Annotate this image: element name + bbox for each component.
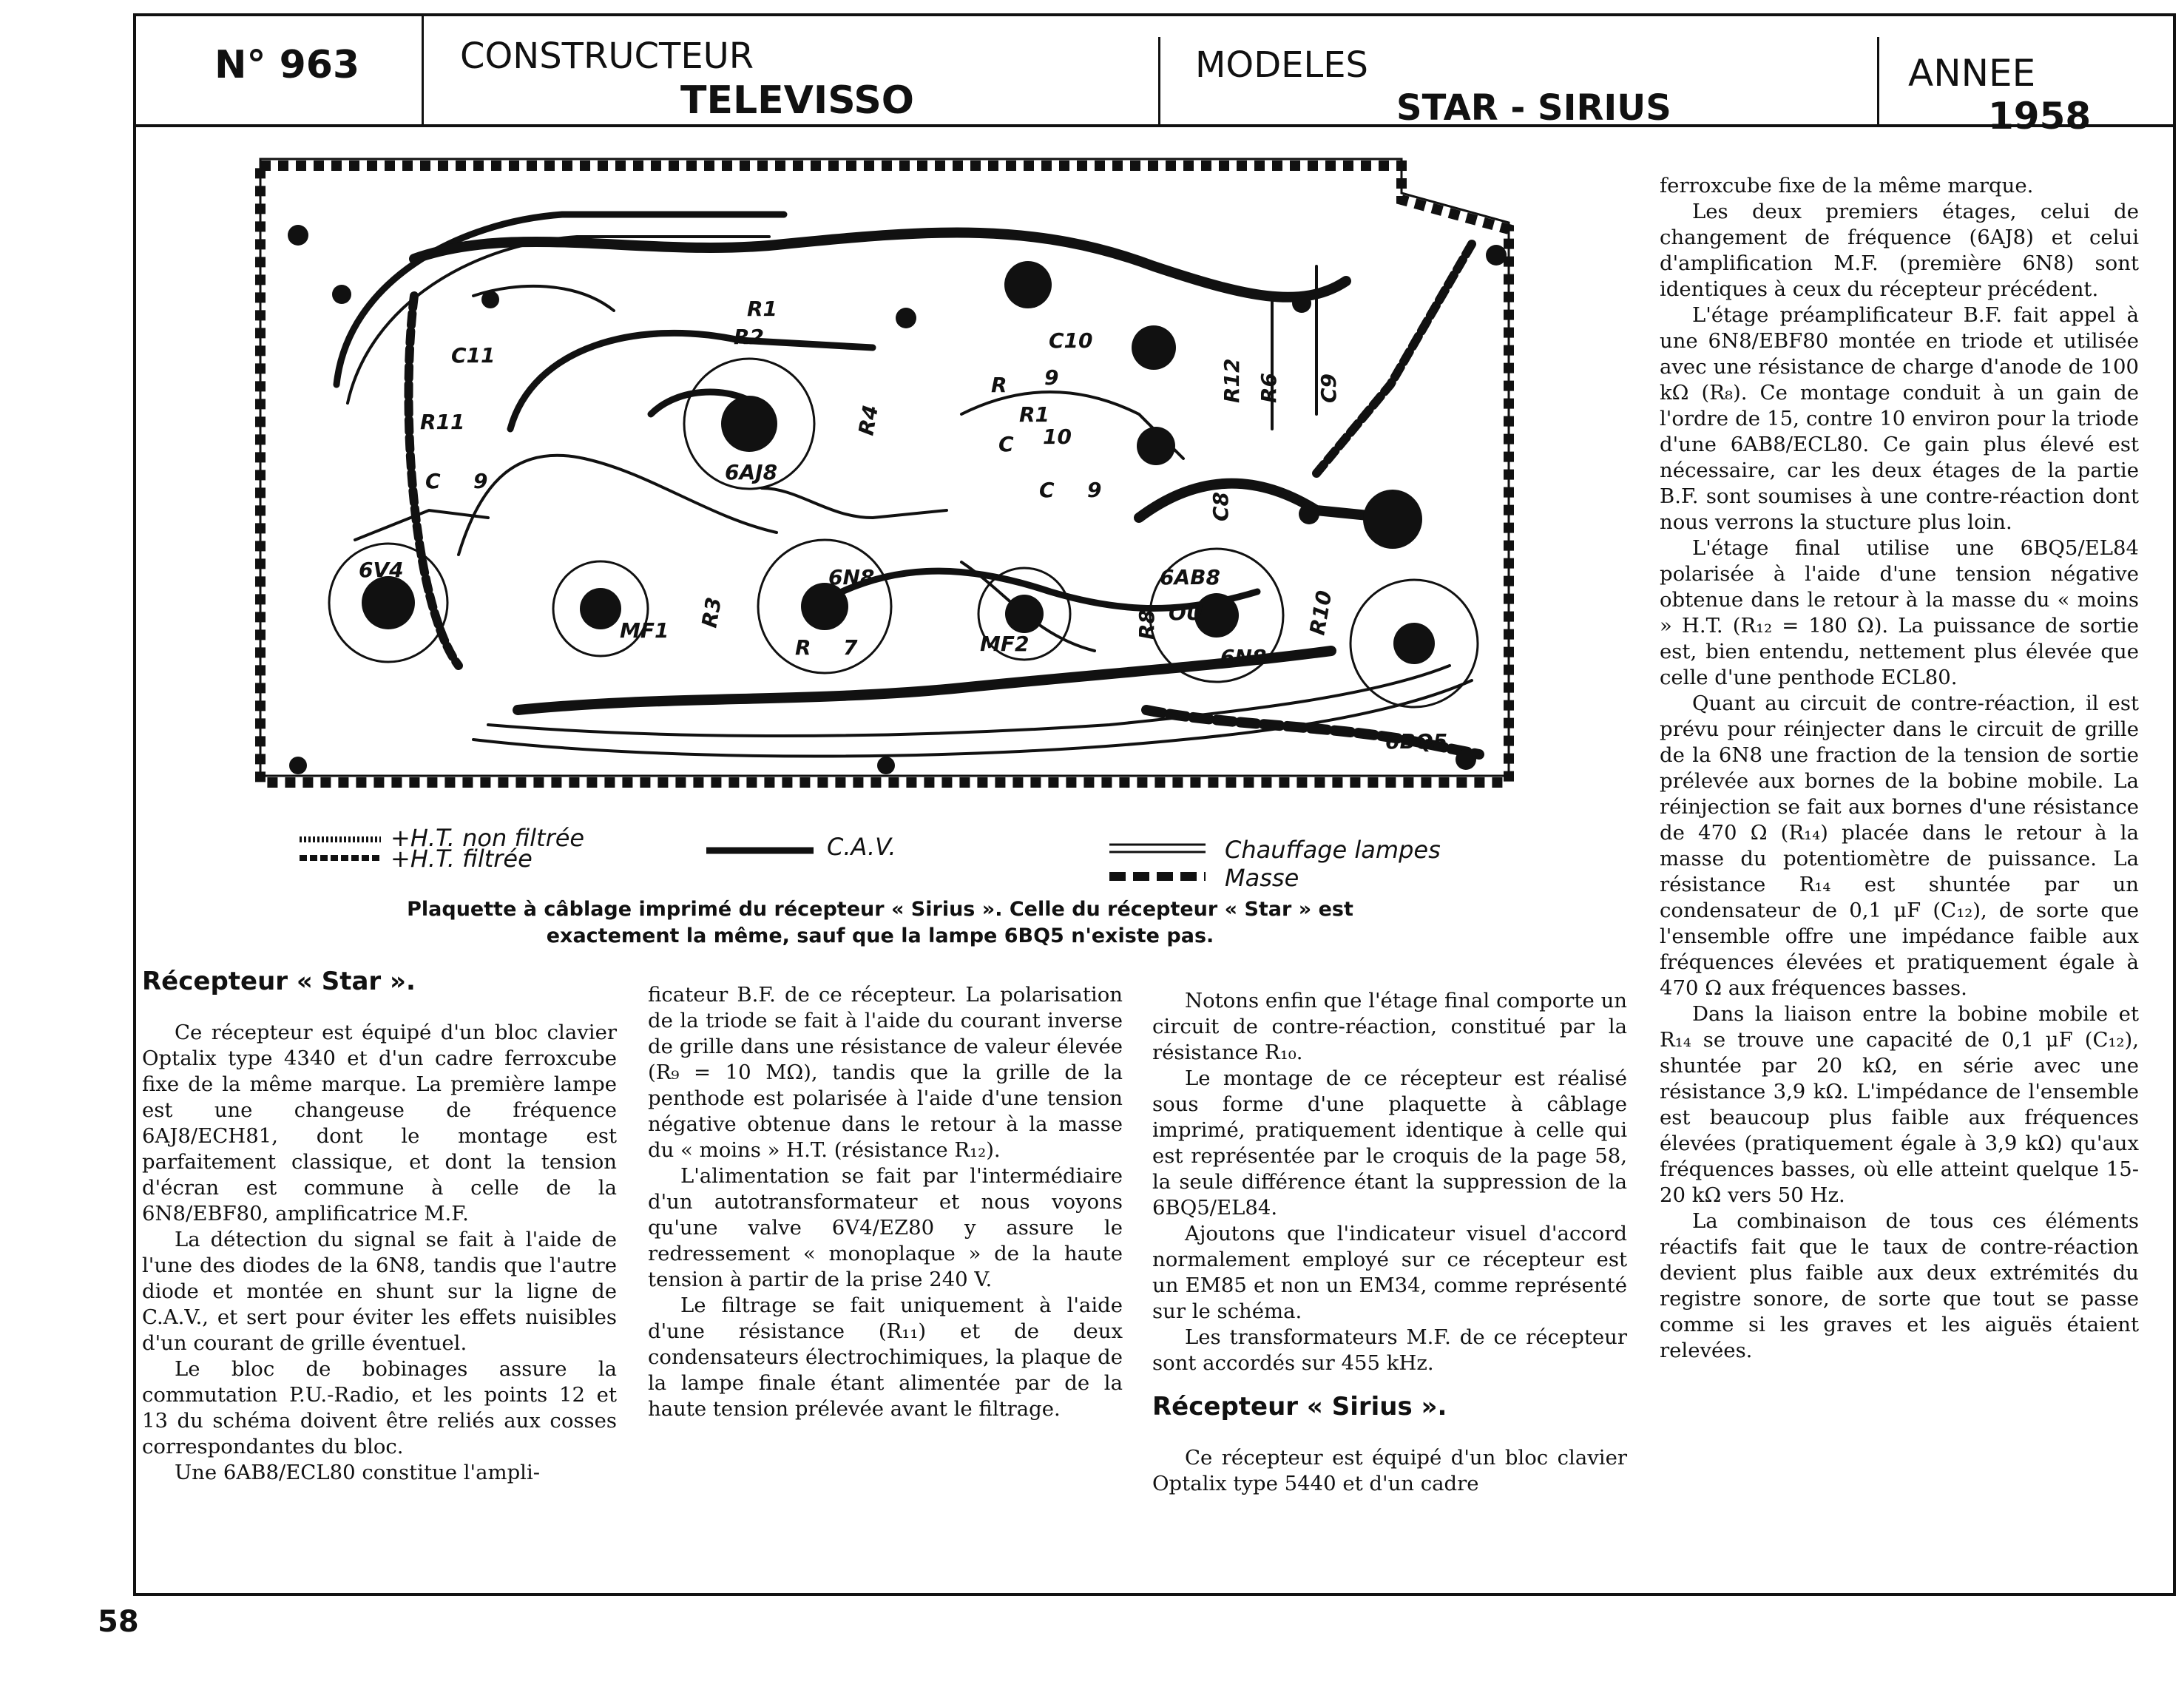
label-c-left: C — [425, 469, 441, 493]
label-r6: R6 — [1257, 372, 1281, 403]
constructor-label: CONSTRUCTEUR — [460, 36, 754, 77]
col2-paragraph-3: Le filtrage se fait uniquement à l'aide d'une résistance (R₁₁) et de deux condensateurs électrochimiques, la plaque de la lampe finale étant alimentée par de la haute tension prélevée avant le filtrage. — [648, 1294, 1123, 1421]
col3-paragraph-3: Ajoutons que l'indicateur visuel d'accord normalement employé sur ce récepteur est un EM85 et non un EM34, comme représenté sur le schéma. — [1152, 1222, 1627, 1323]
label-c11: C11 — [451, 343, 496, 368]
label-r3: R3 — [697, 595, 727, 630]
col2-paragraph-2: L'alimentation se fait par l'intermédiaire d'un autotransformateur et nous voyons qu'une valve 6V4/EZ80 y assure le redressement « monoplaque » de la haute tension à partir de la prise 240 V. — [648, 1164, 1123, 1291]
label-r10: R10 — [1305, 588, 1337, 638]
legend-ht-filtered: +H.T. filtrée — [391, 845, 533, 873]
models-label: MODELES — [1195, 44, 1369, 86]
header-bottom-rule — [133, 124, 2176, 127]
caption-line-2: exactement la même, sauf que la lampe 6BQ5 n'existe pas. — [546, 924, 1214, 947]
col3-paragraph-2: Le montage de ce récepteur est réalisé sous forme d'une plaquette à câblage imprimé, pratiquement identique à celle qui est représentée par le croquis de la page 58, la seule différence étant la suppression de la 6BQ5/EL84. — [1152, 1066, 1627, 1220]
label-6n8-second: 6N8 — [1220, 645, 1267, 669]
col4-paragraph-2: Les deux premiers étages, celui de changement de fréquence (6AJ8) et celui d'amplification M.F. (première 6N8) sont identiques à ceux du récepteur précédent. — [1660, 200, 2139, 301]
col4-paragraph-1: ferroxcube fixe de la même marque. — [1660, 174, 2034, 197]
legend-heating-swatch — [1109, 845, 1206, 852]
label-6n8: 6N8 — [828, 565, 875, 589]
label-r11: R11 — [420, 410, 465, 434]
label-mf1: MF1 — [620, 618, 669, 643]
legend-heating: Chauffage lampes — [1225, 836, 1441, 864]
label-9-mid: 9 — [1044, 365, 1059, 390]
col4-paragraph-6: Dans la liaison entre la bobine mobile et R₁₄ se trouve une capacité de 0,1 μF (C₁₂), shuntée par 20 kΩ, en série avec une résistance 3,9 kΩ. L'impédance de l'ensemble est beaucoup plus faible aux fréquences élevées (pratiquement égale à 3,9 kΩ) qu'aux fréquences basses, où elle atteint quelque 15-20 kΩ vers 50 Hz. — [1660, 1002, 2139, 1207]
models-name: STAR - SIRIUS — [1396, 87, 1671, 129]
copper-traces — [337, 214, 1479, 757]
col3-paragraph-1: Notons enfin que l'étage final comporte un circuit de contre-réaction, constitué par la résistance R₁₀. — [1152, 989, 1627, 1064]
label-6v4: 6V4 — [359, 558, 404, 582]
label-c8: C8 — [1208, 491, 1233, 521]
label-r1: R1 — [747, 297, 778, 321]
label-r2: R2 — [734, 325, 765, 349]
column-4 — [1660, 173, 2139, 1364]
col1-paragraph-1: Ce récepteur est équipé d'un bloc clavier Optalix type 4340 et d'un cadre ferroxcube fixe de la même marque. La première lampe est une changeuse de fréquence 6AJ8/ECH81, dont le montage est parfaitement classique, et dont la tension d'écran est commune à celle de la 6N8/EBF80, amplificatrice M.F. — [142, 1021, 617, 1225]
col1-paragraph-2: La détection du signal se fait à l'aide de l'une des diodes de la 6N8, tandis que l'autre diode et montée en shunt sur la ligne de C.A.V., et sert pour éviter les effets nuisibles d'un courant de grille éventuel. — [142, 1228, 617, 1355]
label-mf2: MF2 — [980, 632, 1030, 656]
heading-star: Récepteur « Star ». — [142, 967, 416, 996]
col2-paragraph-1: ficateur B.F. de ce récepteur. La polarisation de la triode se fait à l'aide du courant inverse de grille dans une résistance de valeur élevée (R₉ = 10 MΩ), tandis que la grille de la penthode est polarisée à l'aide d'une tension négative obtenue dans le retour à la masse du « moins » H.T. (résistance R₁₂). — [648, 983, 1123, 1162]
label-r4: R4 — [853, 403, 884, 438]
column-3 — [1152, 988, 1627, 1497]
column-2 — [648, 982, 1123, 1422]
label-9-low: 9 — [1087, 478, 1102, 502]
label-6bq5: 6BQ5 — [1385, 729, 1448, 754]
label-r-low: R — [795, 635, 811, 660]
year-value: 1958 — [1988, 95, 2092, 138]
issue-number: N° 963 — [214, 43, 360, 87]
label-r-mid: R — [991, 373, 1007, 397]
column-1 — [142, 969, 617, 1486]
label-ou: OU — [1169, 601, 1203, 625]
caption-line-1: Plaquette à câblage imprimé du récepteur « Sirius ». Celle du récepteur « Star » est — [407, 898, 1353, 921]
col1-paragraph-3: Le bloc de bobinages assure la commutation P.U.-Radio, et les points 12 et 13 du schéma doivent être reliés aux cosses correspondantes du bloc. — [142, 1357, 617, 1458]
label-6aj8: 6AJ8 — [725, 460, 778, 484]
pcb-diagram — [251, 152, 1524, 802]
label-r1-mid: R1 — [1019, 402, 1050, 427]
constructor-name: TELEVISSO — [680, 78, 915, 123]
header-divider-2 — [1158, 37, 1160, 126]
label-c-mid: C — [998, 432, 1014, 456]
figure-caption — [281, 896, 1479, 950]
label-9-left: 9 — [473, 469, 488, 493]
col3-paragraph-5: Ce récepteur est équipé d'un bloc clavier Optalix type 5440 et d'un cadre — [1152, 1446, 1627, 1495]
col4-paragraph-7: La combinaison de tous ces éléments réactifs fait que le taux de contre-réaction devient plus faible aux deux extrémités du registre sonore, de sorte que tout se passe comme si les graves et les aiguës étaient relevées. — [1660, 1209, 2139, 1362]
label-6ab8: 6AB8 — [1160, 565, 1220, 589]
col4-paragraph-4: L'étage final utilise une 6BQ5/EL84 polarisée à l'aide d'une tension négative obtenue dans le retour à la masse du « moins » H.T. (R₁₂ = 180 Ω). La puissance de sortie est, bien entendu, nettement plus élevée que celle d'une penthode ECL80. — [1660, 536, 2139, 689]
col1-paragraph-4: Une 6AB8/ECL80 constitue l'ampli- — [175, 1461, 541, 1484]
label-c-low: C — [1039, 478, 1055, 502]
header-divider-1 — [422, 13, 424, 126]
label-c10: C10 — [1049, 328, 1093, 353]
legend-ht-unfiltered: +H.T. non filtrée — [391, 824, 585, 852]
col4-paragraph-5: Quant au circuit de contre-réaction, il est prévu pour réinjecter dans le circuit de grille de la 6N8 une fraction de la tension de sortie prélevée aux bornes de la bobine mobile. La réinjection se fait aux bornes d'une résistance de 470 Ω (R₁₄) placée dans le retour à la masse du potentiomètre de puissance. La résistance R₁₄ est shuntée par un condensateur de 0,1 μF (C₁₂), de sorte que l'ensemble offre une impédance faible aux fréquences élevées et pratiquement égale à 470 Ω aux fréquences basses. — [1660, 692, 2139, 1000]
label-7: 7 — [843, 635, 858, 660]
label-r12: R12 — [1220, 358, 1244, 403]
label-r8: R8 — [1135, 609, 1159, 640]
year-label: ANNEE — [1908, 52, 2036, 95]
col3-paragraph-4: Les transformateurs M.F. de ce récepteur sont accordés sur 455 kHz. — [1152, 1325, 1627, 1375]
label-c9: C9 — [1316, 373, 1341, 403]
legend-cav: C.A.V. — [827, 833, 896, 861]
legend-ground: Masse — [1225, 864, 1299, 892]
col4-paragraph-3: L'étage préamplificateur B.F. fait appel à une 6N8/EBF80 montée en triode et utilisée avec une résistance de charge d'anode de 100 kΩ (R₈). Ce montage conduit à un gain de l'ordre de 15, contre 10 environ pour la triode d'une 6AB8/ECL80. Ce gain plus élevé est nécessaire, car les deux étages de la partie B.F. sont soumises à une contre-réaction dont nous verrons la stucture plus loin. — [1660, 303, 2139, 534]
pcb-labels — [359, 297, 1447, 754]
heading-sirius: Récepteur « Sirius ». — [1152, 1392, 1447, 1421]
header-divider-3 — [1877, 37, 1879, 126]
page-number: 58 — [98, 1605, 139, 1639]
label-10: 10 — [1043, 425, 1072, 449]
